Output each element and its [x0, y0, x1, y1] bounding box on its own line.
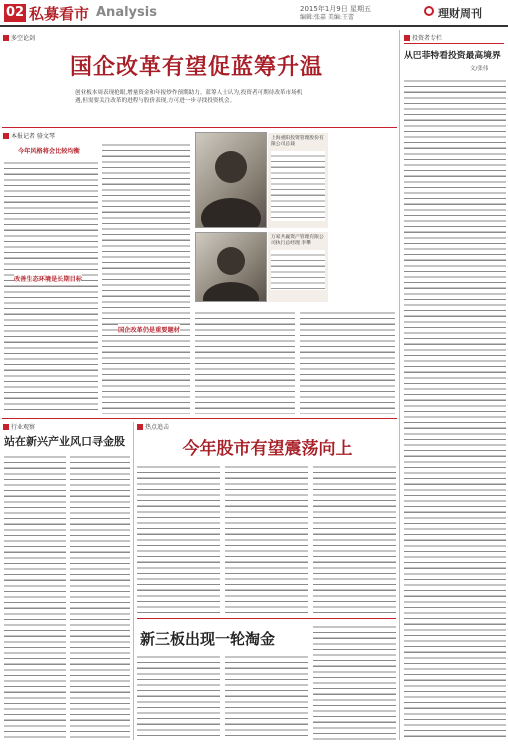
- bottom-left-column-1: [4, 452, 66, 740]
- top-story-lede: 创业板本周表现抢眼,增量资金和年报炒作预期助力。蓝筹人士认为,投资者可期待改革市场机遇,但需要关注改革的进程与股价表现,方可进一步寻找投资机会。: [75, 90, 303, 104]
- photo-caption-1: 上海重阳投资管理股份有限公司总裁: [271, 136, 324, 148]
- section-divider: [2, 418, 397, 419]
- lede-divider: [2, 127, 397, 128]
- column-divider: [399, 30, 400, 740]
- right-column-body: [404, 76, 506, 738]
- bottom-middle-column-3: [313, 462, 396, 614]
- bottom-story-column-1: [137, 652, 220, 740]
- bottom-column-divider: [133, 422, 134, 740]
- bottom-middle-column-2: [225, 462, 308, 614]
- issue-date: 2015年1月9日 星期五: [300, 5, 371, 13]
- bottom-left-headline: 站在新兴产业风口寻金股: [4, 435, 125, 448]
- article-column-1: [4, 158, 98, 414]
- bottom-middle-headline: 今年股市有望震荡向上: [182, 439, 353, 459]
- bottom-left-column-2: [70, 452, 130, 740]
- tag-square-icon: [3, 424, 9, 430]
- caption-box-1: [268, 133, 328, 228]
- bottom-left-tag: [3, 422, 35, 431]
- caption-quote-1: [271, 151, 325, 221]
- bottom-story-column-3: [313, 622, 396, 740]
- section-title: 私募看市: [29, 5, 90, 23]
- top-story-tag: [3, 33, 35, 42]
- editor-credit: 编辑:张嘉 美编:王蕾: [300, 14, 354, 21]
- bottom-story-divider: [137, 618, 396, 619]
- article-column-2: [102, 140, 190, 414]
- byline-text: 本报记者 骆文琴: [11, 133, 55, 140]
- right-column-byline: 文/张伟: [470, 66, 489, 72]
- portrait-icon: [196, 133, 266, 227]
- bottom-story-column-2: [225, 652, 308, 740]
- portrait-icon: [196, 233, 266, 301]
- tag-square-icon: [3, 35, 9, 41]
- tag-label: 热点追击: [145, 424, 170, 431]
- tag-label: 多空论剑: [11, 35, 36, 42]
- tag-label: 行业观察: [11, 424, 36, 431]
- top-story-headline: 国企改革有望促蓝筹升温: [70, 54, 324, 80]
- byline-square-icon: [3, 133, 9, 139]
- bottom-story-headline: 新三板出现一轮淘金: [140, 630, 276, 648]
- caption-box-2: [268, 232, 328, 302]
- subhead-2: 改善生态环境是长期目标: [14, 273, 82, 284]
- tag-square-icon: [404, 35, 410, 41]
- bottom-middle-column-1: [137, 462, 220, 614]
- right-column-tag: [404, 33, 442, 42]
- top-story-byline: [3, 131, 55, 140]
- header-rule: [0, 25, 508, 27]
- subhead-1: 今年风格将会比较均衡: [18, 148, 80, 155]
- paper-logo-icon: [424, 6, 434, 16]
- article-column-3: [195, 308, 295, 414]
- photo-caption-2: 万家共赢资产管理有限公司执行总经理 李攀: [271, 235, 324, 247]
- bottom-middle-tag: [137, 422, 169, 431]
- person-photo-2: [195, 232, 267, 302]
- caption-quote-2: [271, 250, 325, 290]
- paper-name: 理财周刊: [438, 7, 482, 20]
- right-column-headline: 从巴菲特看投资最高境界: [404, 51, 501, 61]
- page-number: 02: [5, 5, 25, 20]
- page-header: [0, 0, 508, 26]
- article-column-4: [300, 308, 395, 414]
- right-column-rule: [404, 43, 504, 44]
- tag-square-icon: [137, 424, 143, 430]
- tag-label: 投资者专栏: [412, 35, 443, 42]
- person-photo-1: [195, 132, 267, 228]
- section-title-en: Analysis: [96, 5, 157, 20]
- subhead-3: 国企改革仍是重要题材: [118, 324, 180, 335]
